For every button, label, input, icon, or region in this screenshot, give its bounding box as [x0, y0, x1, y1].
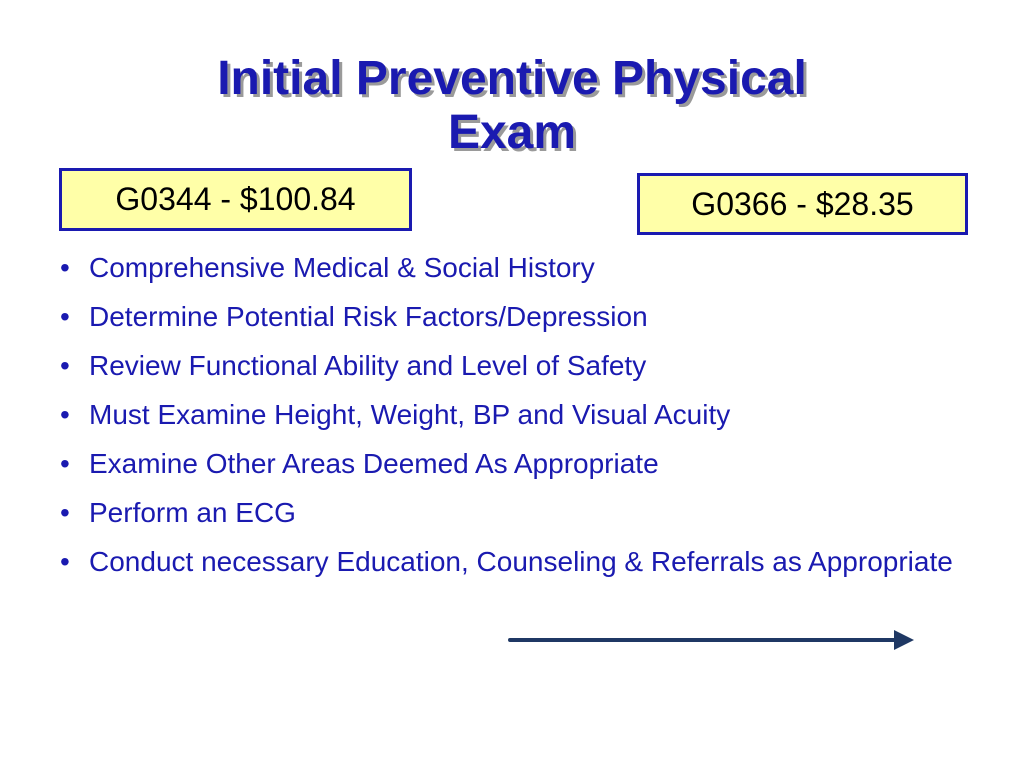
bullet-dot: •	[60, 252, 70, 283]
bullet-text: Determine Potential Risk Factors/Depression	[89, 301, 648, 332]
code-box-g0344: G0344 - $100.84	[59, 168, 412, 231]
right-arrow-icon	[508, 626, 918, 654]
bullet-item	[60, 542, 980, 581]
bullet-text: Perform an ECG	[89, 497, 296, 528]
bullet-text: Must Examine Height, Weight, BP and Visual Acuity	[89, 399, 731, 430]
bullet-dot: •	[60, 350, 70, 381]
bullet-text: Examine Other Areas Deemed As Appropriate	[89, 448, 659, 479]
bullet-item	[60, 493, 980, 532]
bullet-item	[60, 444, 980, 483]
bullet-item	[60, 297, 980, 336]
bullet-list	[60, 248, 980, 591]
slide-title	[0, 52, 1024, 160]
bullet-dot: •	[60, 497, 70, 528]
slide-title-line-1: Initial Preventive Physical	[217, 52, 807, 105]
bullet-dot: •	[60, 546, 70, 577]
bullet-text: Review Functional Ability and Level of Safety	[89, 350, 647, 381]
bullet-text: Conduct necessary Education, Counseling & Referrals as Appropriate	[89, 546, 953, 577]
bullet-item	[60, 395, 980, 434]
bullet-dot: •	[60, 448, 70, 479]
bullet-item	[60, 346, 980, 385]
bullet-text: Comprehensive Medical & Social History	[89, 252, 595, 283]
bullet-dot: •	[60, 399, 70, 430]
slide-title-line-2: Exam	[447, 106, 577, 159]
code-box-g0366: G0366 - $28.35	[637, 173, 968, 235]
bullet-item	[60, 248, 980, 287]
arrow-head	[894, 630, 914, 650]
bullet-dot: •	[60, 301, 70, 332]
